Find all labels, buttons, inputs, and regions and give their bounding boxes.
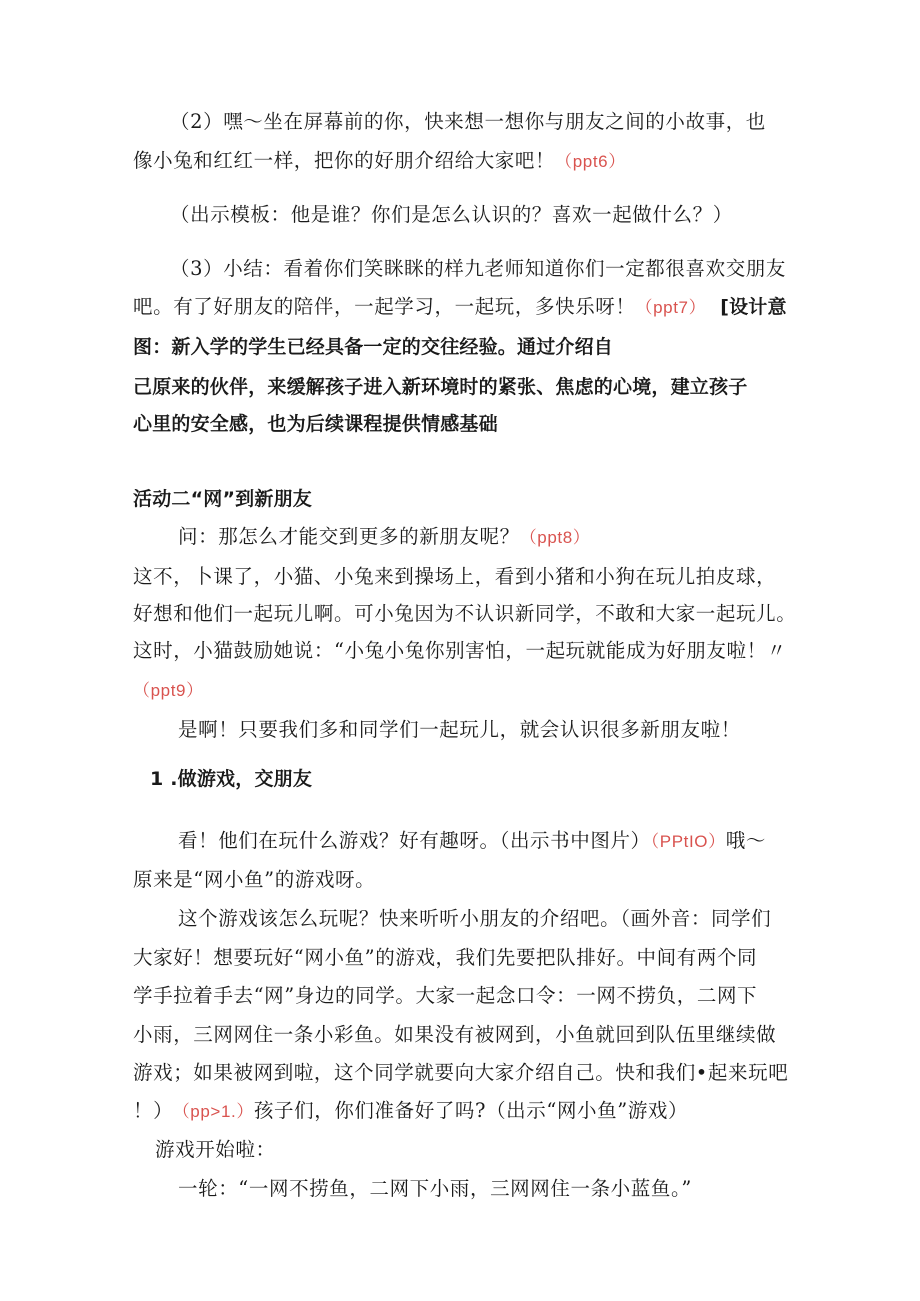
- section1-title: 1 .做游戏，交朋友: [150, 768, 313, 790]
- yes-line: 是啊！只要我们多和同学们一起玩儿，就会认识很多新朋友啦！: [178, 718, 741, 741]
- round-one-line: 一轮：“一网不捞鱼，二网下小雨，三网网住一条小蓝鱼。”: [178, 1177, 692, 1200]
- story-line2: 好想和他们一起玩儿啊。可小兔因为不认识新同学，不敢和大家一起玩儿。: [133, 602, 797, 625]
- game-line3: 学手拉着手去“网”身边的同学。大家一起念口令：一网不捞负，二网下: [133, 984, 758, 1007]
- game-line6-start: ！）: [133, 1099, 174, 1122]
- look-text-b: 哦～: [725, 829, 766, 852]
- story-line3: 这时，小猫鼓励她说：“小兔小兔你别害怕，一起玩就能成为好朋友啦！〃: [133, 639, 787, 662]
- activity-title: 活动二“网”到新朋友: [133, 488, 312, 510]
- ppt11-reference: （pp>1.）: [181, 1102, 254, 1121]
- game-line4: 小雨，三网网住一条小彩鱼。如果没有被网到，小鱼就回到队伍里继续做: [133, 1023, 777, 1046]
- ppt6-reference: （ppt6）: [555, 152, 626, 171]
- design-intent-line4: 心里的安全感，也为后续课程提供情感基础: [133, 413, 498, 435]
- ppt8-reference: （ppt8）: [519, 528, 591, 547]
- p3-line2: [133, 293, 787, 322]
- game-line6: [133, 1097, 688, 1126]
- ppt7-reference: （ppt7）: [635, 298, 707, 317]
- game-line6-end: 孩子们，你们准备好了吗?（出示“网小鱼”游戏）: [253, 1099, 689, 1122]
- game-line2: 大家好！想要玩好“网小鱼”的游戏，我们先要把队排好。中间有两个同: [133, 946, 758, 969]
- look-text-a: 看！他们在玩什么游戏？好有趣呀。（出示书中图片）: [178, 829, 651, 852]
- game-line5: 游戏；如果被网到啦，这个同学就要向大家介绍自己。快和我们•起来玩吧: [133, 1061, 789, 1084]
- look-line2: 原来是“网小鱼”的游戏呀。: [133, 868, 376, 891]
- template-line: （出示模板：他是谁？你们是怎么认识的？喜欢一起做什么？）: [170, 203, 733, 226]
- question-line: [178, 523, 590, 552]
- game-line1: 这个游戏该怎么玩呢？快来听听小朋友的介绍吧。（画外音：同学们: [178, 907, 772, 930]
- ppt10-reference: （PPtIO）: [650, 832, 726, 851]
- p2-line2-text: 像小兔和红红一样，把你的好朋介绍给大家吧！: [133, 149, 556, 172]
- p3-line2-text: 吧。有了好朋友的陪伴，一起学习，一起玩，多快乐呀！: [133, 295, 636, 318]
- story-line1: 这不，卜课了，小猫、小兔来到操场上，看到小猪和小狗在玩儿拍皮球，: [133, 565, 777, 588]
- question-text: 问：那怎么才能交到更多的新朋友呢？: [178, 525, 520, 548]
- design-intent-start: [设计意: [720, 296, 787, 318]
- game-start-line: 游戏开始啦：: [155, 1138, 276, 1161]
- ppt9-reference: （ppt9）: [133, 681, 204, 700]
- p3-line1: （3）小结：看着你们笑眯眯的样九老师知道你们一定都很喜欢交朋友: [170, 257, 787, 280]
- p2-line1: （2）嘿～坐在屏幕前的你，快来想一想你与朋友之间的小故事，也: [170, 110, 766, 133]
- design-intent-line3: 己原来的伙伴，来缓解孩子进入新环境时的紧张、焦虑的心境，建立孩子: [133, 376, 748, 398]
- look-line1: [178, 827, 766, 856]
- design-intent-line2: 图：新入学的学生已经具备一定的交往经验。通过介绍自: [133, 336, 614, 358]
- p2-line2: [133, 147, 626, 176]
